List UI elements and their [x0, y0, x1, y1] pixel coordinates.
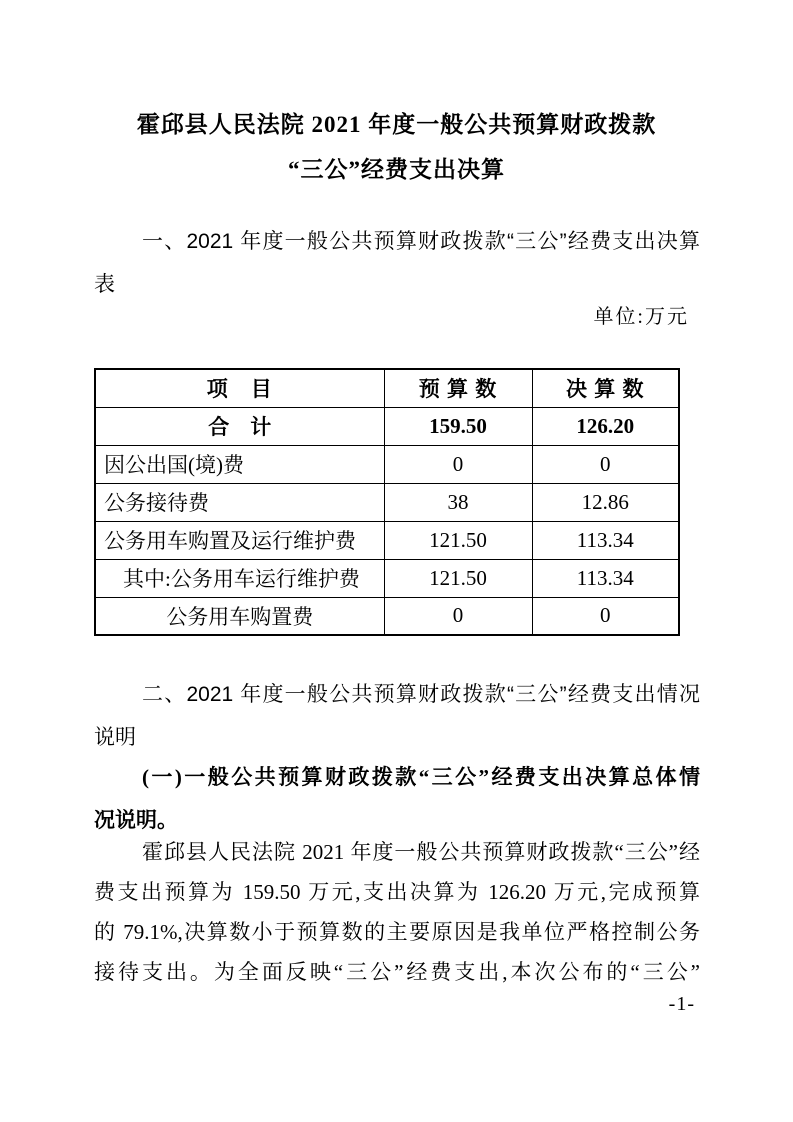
title-line-2: “三公”经费支出决算	[288, 157, 505, 182]
table-row-total	[95, 407, 679, 445]
column-header-final: 决 算 数	[532, 369, 679, 407]
budget-value: 121.50	[384, 559, 532, 597]
paragraph-line-4: 接待支出。为全面反映“三公”经费支出,本次公布的“三公”	[94, 960, 700, 984]
final-value: 113.34	[532, 521, 679, 559]
page-number: -1-	[668, 993, 695, 1015]
budget-value: 159.50	[384, 407, 532, 445]
table-row-vehicle-operation	[95, 559, 679, 597]
column-header-item: 项 目	[95, 369, 384, 407]
page-title	[0, 102, 793, 192]
subheading-line-2: 况说明。	[94, 808, 178, 832]
table-row-vehicle-purchase	[95, 597, 679, 635]
paragraph-line-1: 霍邱县人民法院 2021 年度一般公共预算财政拨款“三公”经	[142, 840, 700, 864]
paragraph-line-2: 费支出预算为 159.50 万元,支出决算为 126.20 万元,完成预算	[94, 880, 700, 904]
budget-value: 38	[384, 483, 532, 521]
table-row-vehicle-total	[95, 521, 679, 559]
title-line-1: 霍邱县人民法院 2021 年度一般公共预算财政拨款	[136, 112, 657, 137]
subheading-line-1: (一)一般公共预算财政拨款“三公”经费支出决算总体情	[142, 765, 700, 789]
column-header-budget: 预 算 数	[384, 369, 532, 407]
final-value: 126.20	[532, 407, 679, 445]
sangong-expense-table	[94, 368, 680, 636]
section-2-heading-line-2: 说明	[94, 726, 136, 749]
budget-value: 0	[384, 597, 532, 635]
overview-paragraph	[94, 832, 700, 992]
row-label: 合 计	[95, 407, 384, 445]
row-label: 其中:公务用车运行维护费	[95, 559, 384, 597]
row-label: 公务用车购置及运行维护费	[95, 521, 384, 559]
final-value: 0	[532, 597, 679, 635]
section-1-heading-line-2: 表	[94, 273, 115, 296]
table-row-reception-fee	[95, 483, 679, 521]
unit-label: 单位:万元	[593, 306, 689, 328]
section-1-heading-line-1: 一、2021 年度一般公共预算财政拨款“三公”经费支出决算	[142, 230, 700, 253]
row-label: 公务接待费	[95, 483, 384, 521]
budget-value: 121.50	[384, 521, 532, 559]
section-2-subheading	[94, 756, 700, 842]
section-2-heading-line-1: 二、2021 年度一般公共预算财政拨款“三公”经费支出情况	[142, 683, 700, 706]
section-2-heading	[94, 673, 700, 759]
row-label: 因公出国(境)费	[95, 445, 384, 483]
table-header-row	[95, 369, 679, 407]
paragraph-line-3: 的 79.1%,决算数小于预算数的主要原因是我单位严格控制公务	[94, 920, 700, 944]
final-value: 12.86	[532, 483, 679, 521]
table-row-abroad-fee	[95, 445, 679, 483]
budget-value: 0	[384, 445, 532, 483]
final-value: 113.34	[532, 559, 679, 597]
row-label: 公务用车购置费	[95, 597, 384, 635]
section-1-heading	[94, 220, 700, 306]
final-value: 0	[532, 445, 679, 483]
